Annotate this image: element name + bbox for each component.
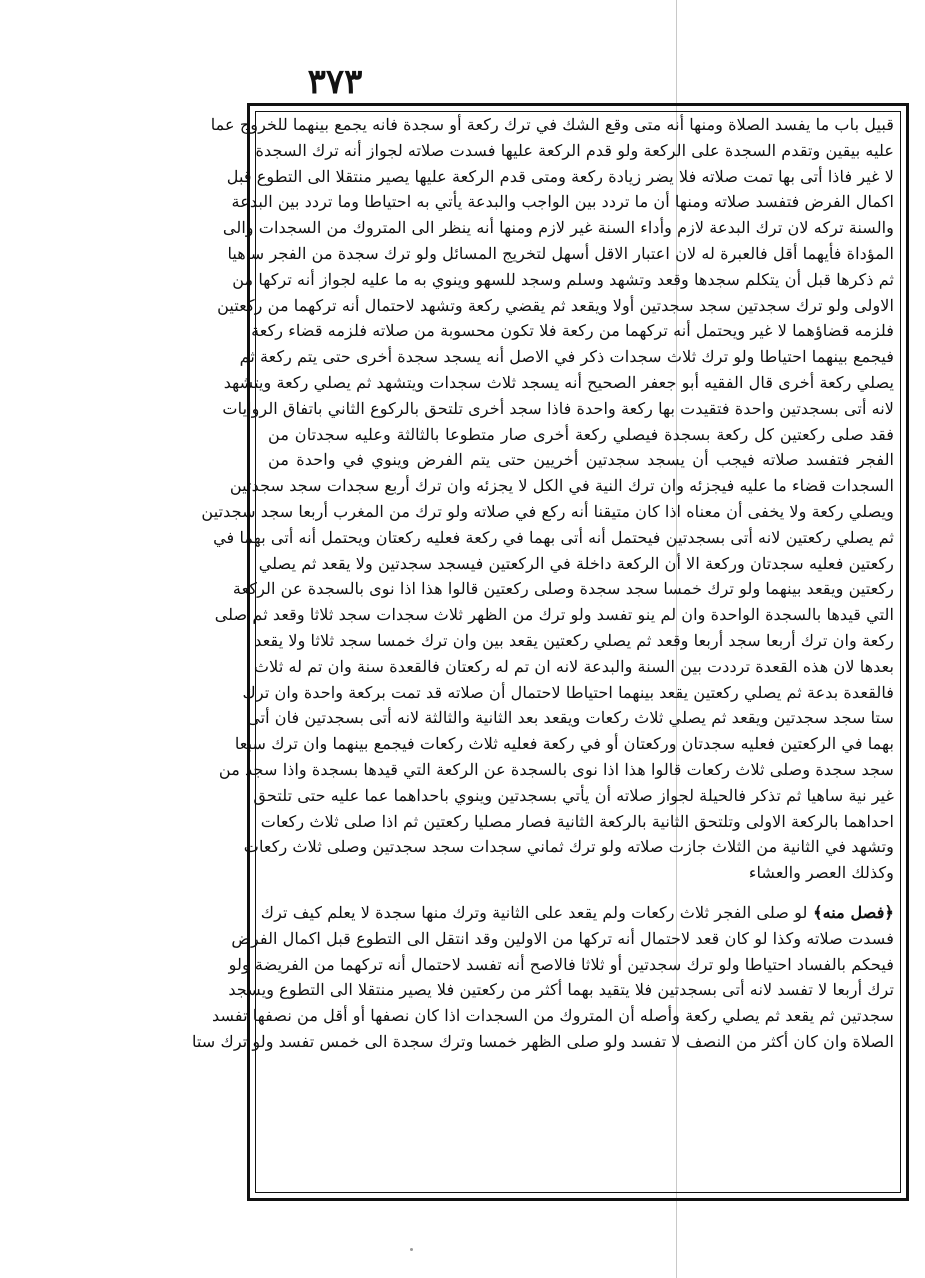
ornament-open: ﴿ [884,902,894,922]
text-line: لا غير فاذا أتى بها تمت صلاته فلا يضر زيادة ركعة ومتى قدم الركعة عليها يصير منتقلا الى التطوع قبل [226,166,894,186]
text-line: فالقعدة بدعة ثم يصلي ركعتين يقعد بينهما احتياطا لاحتمال أن صلاته قد تمت بركعة واحدة وان ترك [242,682,894,702]
text-line: الفجر فتفسد صلاته فيجب أن يسجد سجدتين أخريين حتى يتم الفرض وينوي في واحدة من [268,450,894,470]
text-line: احداهما بالركعة الاولى وتلتحق الثانية بالركعة الثانية فصار مصليا ركعتين ثم اذا صلى ثلاث ركعات [260,811,894,831]
text-line: والسنة تركه لان ترك البدعة لازم وأداء السنة غير لازم ومنها أنه ينظر الى المتروك من السجدات والى [222,218,894,238]
text-line: عليه بيقين وتقدم السجدة على الركعة ولو قدم الركعة عليها فسدت صلاته لجواز أنه ترك السجدة [255,140,894,160]
text-line: قبيل باب ما يفسد الصلاة ومنها أنه متى وقع الشك في ترك ركعة أو سجدة فانه يجمع بينهما للخروج عما [210,115,894,134]
text-line: المؤداة فأيهما أقل فالعبرة له لان اعتبار الاقل أسهل لتخريج المسائل ولو ترك سجدة من الفجر ساهيا [227,243,894,263]
section-heading [807,903,894,922]
text-line: ستا سجد سجدتين ويقعد ثم يصلي ثلاث ركعات ويقعد بعد الثانية والثالثة لانه أتى بسجدتين فان أتى [247,708,894,728]
text-line: بهما في الركعتين فعليه سجدتان وركعتان أو في ركعة فعليه ثلاث ركعات فيجمع بينهما وان ترك سبعا [234,734,894,754]
section-gap [268,886,894,900]
text-line: ركعتين فعليه سجدتان وركعة الا أن الركعة داخلة في الركعتين فيسجد سجدتين ولا يقعد ثم يصلي [258,553,894,573]
text-line: ركعتين ويقعد بينهما ولو ترك خمسا سجد سجدة وصلى ركعتين قالوا هذا اذا نوى بالسجدة عن الركعة [232,579,894,599]
text-line: السجدات قضاء ما عليه فيجزئه وان ترك النية في الكل لا يجزئه وان ترك أربع سجدات سجد سجدتين [229,476,894,496]
text-line: بعدها لان هذه القعدة ترددت بين السنة والبدعة لانه ان تم له ركعتان فالقعدة سنة وان تم له ثلاث [253,656,894,676]
section-line: فيحكم بالفساد احتياطا ولو ترك سجدتين أو ثلاثا فالاصح أنه تفسد لاحتمال أنه تركهما من الفريضة ولو [228,954,894,974]
section-line: فسدت صلاته وكذا لو كان قعد لاحتمال أنه تركها من الاولين وقد انتقل الى التطوع قبل اكمال الفرض [231,928,894,948]
text-block [191,112,894,1055]
scan-speck [410,1248,413,1251]
section-line: ترك أربعا لا تفسد لانه أتى بسجدتين فلا يتقيد بهما أكثر من ركعتين فلا يصير منتقلا الى التطوع ويسجد [228,980,894,1000]
text-line: فقد صلى ركعتين كل ركعة بسجدة فيصلي ركعة أخرى صار متطوعا بالثالثة وعليه سجدتان من [268,424,894,444]
section-heading-text: فصل منه [822,902,885,922]
ornament-close: ﴾ [813,902,823,922]
page-number: ٣٧٣ [307,62,363,102]
text-line: وكذلك العصر والعشاء [748,863,894,883]
text-line: ركعة وان ترك أربعا سجد أربعا وقعد ثم يصلي ركعتين يقعد بين وان ترك خمسا سجد ثلاثا ولا يقعد [254,630,894,650]
text-line: غير نية ساهيا ثم تذكر فالحيلة لجواز صلاته أن يأتي بسجدتين وينوي باحداهما عما عليه حتى تلتحق [253,785,894,805]
text-line: ثم يصلي ركعتين لانه أتى بسجدتين فيحتمل أنه أتى بهما في ركعة فعليه ركعتان ويحتمل أنه أتى بهما في [213,527,894,547]
text-line: ثم ذكرها قبل أن يتكلم سجدها وقعد وتشهد وسلم وسجد للسهو وينوي به ما عليه لجواز أنه تركها من [232,269,894,289]
text-line: وتشهد في الثانية من الثلاث جازت صلاته ولو ترك ثماني سجدات سجد سجدتين وصلى ثلاث ركعات [243,837,894,857]
section-line: سجدتين ثم يقعد ثم يصلي ركعة وأصله أن المتروك من السجدات اذا كان نصفها أو أقل من نصفها تفسد [211,1006,894,1026]
text-line: فلزمه قضاؤهما لا غير ويحتمل أنه تركهما من ركعة فلا تكون محسوبة من صلاته فلزمه قضاء ركعة [251,321,894,341]
text-line: الاولى ولو ترك سجدتين سجد سجدتين أولا ويقعد ثم يقضي ركعة وتشهد لاحتمال أنه تركهما من ركعتين [217,295,894,315]
section-first-line [260,900,894,926]
section-line: الصلاة وان كان أكثر من النصف لا تفسد ولو صلى الظهر خمسا وترك سجدة الى خمس تفسد ولو ترك ستا [191,1031,894,1051]
text-line: لانه أتى بسجدتين واحدة فتقيدت بها ركعة واحدة فاذا سجد أخرى تلتحق بالركوع الثاني باتفاق الروايات [222,398,894,418]
text-line: يصلي ركعة أخرى قال الفقيه أبو جعفر الصحيح أنه يسجد ثلاث سجدات ويتشهد ثم يصلي ركعة ويتشهد [223,372,894,392]
text-line: ويصلي ركعة ولا يخفى أن معناه اذا كان متيقنا أنه ركع في صلاته ولو ترك من المغرب أربعا سجد سجدتين [201,501,894,521]
text-line: فيجمع بينهما احتياطا ولو ترك ثلاث سجدات ذكر في الاصل أنه يسجد سجدة أخرى حتى يتم ركعة ثم [239,347,894,367]
text-line: التي قيدها بالسجدة الواحدة وان لم ينو تفسد ولو ترك من الظهر ثلاث سجدات سجد ثلاثا وقعد ثم صلى [214,605,894,625]
text-line: سجد سجدة وصلى ثلاث ركعات قالوا هذا اذا نوى بالسجدة عن الركعة التي قيدها بسجدة واذا سجد من [218,759,894,779]
text-line: اكمال الفرض فتفسد صلاته ومنها أن ما تردد بين الواجب والبدعة يأتي به احتياطا وما تردد بين البدعة [231,192,894,212]
section-line-text: لو صلى الفجر ثلاث ركعات ولم يقعد على الثانية وترك منها سجدة لا يعلم كيف ترك [260,902,808,922]
